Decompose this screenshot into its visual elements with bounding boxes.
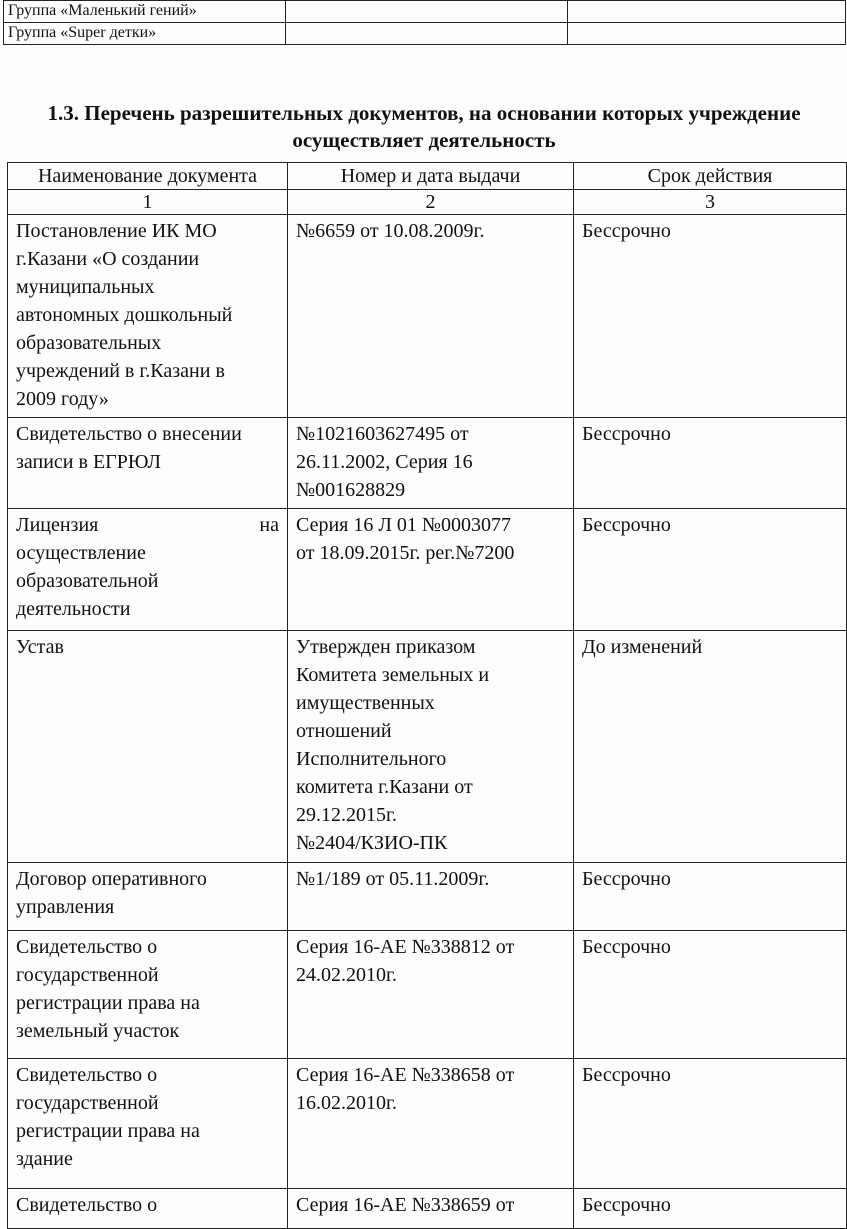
table-row <box>4 23 846 45</box>
document-name-cell <box>8 863 288 931</box>
issue-number-cell-line: отношений <box>296 720 392 742</box>
column-header: Наименование документа <box>8 163 288 190</box>
issue-number-cell-line: 26.11.2002, Серия 16 <box>296 451 473 473</box>
table-cell: Группа «Маленький гений» <box>4 1 286 23</box>
issue-number-cell-line: Комитета земельных и <box>296 664 490 686</box>
document-name-cell <box>8 418 288 509</box>
document-name-cell-line: осуществление <box>16 542 146 564</box>
table-body <box>8 215 847 1229</box>
document-name-cell <box>8 631 288 863</box>
validity-term-cell: Бессрочно <box>574 215 847 418</box>
document-name-cell <box>8 215 288 418</box>
issue-number-cell <box>288 509 574 631</box>
document-name-cell-line: записи в ЕГРЮЛ <box>16 451 161 473</box>
document-name-cell-line: деятельности <box>16 598 131 620</box>
table-row <box>8 1059 847 1189</box>
table-header-row <box>8 163 847 190</box>
heading-line: осуществляет деятельность <box>292 128 556 152</box>
column-header: Номер и дата выдачи <box>288 163 574 190</box>
document-name-cell-line: учреждений в г.Казани в <box>16 360 225 382</box>
issue-number-cell-line: Серия 16-АЕ №338812 от <box>296 936 515 958</box>
document-name-cell-line: образовательной <box>16 570 159 592</box>
table-cell <box>568 23 846 45</box>
word: Лицензия <box>16 514 99 536</box>
issue-number-cell-line: Серия 16-АЕ №338658 от <box>296 1064 515 1086</box>
issue-number-cell-line: №1021603627495 от <box>296 423 469 445</box>
issue-number-cell-line: Исполнительного <box>296 748 447 770</box>
document-name-cell-line: регистрации права на <box>16 992 200 1014</box>
table-row <box>4 1 846 23</box>
issue-number-cell-line: №1/189 от 05.11.2009г. <box>296 868 490 890</box>
issue-number-cell <box>288 863 574 931</box>
document-name-cell-line: автономных дошкольный <box>16 304 233 326</box>
issue-number-cell-line: №6659 от 10.08.2009г. <box>296 220 485 242</box>
document-name-cell-line: Договор оперативного <box>16 868 207 890</box>
issue-number-cell-line: Утвержден приказом <box>296 636 476 658</box>
table-cell <box>568 1 846 23</box>
table-row <box>8 509 847 631</box>
table-row <box>8 1189 847 1229</box>
document-name-cell <box>8 1189 288 1229</box>
document-name-cell-line: здание <box>16 1148 73 1170</box>
document-name-cell-line: образовательных <box>16 332 162 354</box>
issue-number-cell-line: имущественных <box>296 692 435 714</box>
validity-term-cell: До изменений <box>574 631 847 863</box>
document-name-cell-line: Устав <box>16 636 64 658</box>
validity-term-cell: Бессрочно <box>574 1189 847 1229</box>
validity-term-cell: Бессрочно <box>574 418 847 509</box>
issue-number-cell <box>288 215 574 418</box>
issue-number-cell-line: 29.12.2015г. <box>296 804 397 826</box>
validity-term-cell: Бессрочно <box>574 1059 847 1189</box>
table-cell <box>286 1 568 23</box>
document-name-cell-line: земельный участок <box>16 1020 180 1042</box>
issue-number-cell-line: №2404/КЗИО-ПК <box>296 832 448 854</box>
document-name-cell-line: муниципальных <box>16 276 155 298</box>
column-header: Срок действия <box>574 163 847 190</box>
document-name-cell-line <box>16 511 279 539</box>
issue-number-cell-line: Серия 16 Л 01 №0003077 <box>296 514 512 536</box>
document-name-cell-line: Свидетельство о <box>16 1064 158 1086</box>
table-row <box>8 215 847 418</box>
previous-table-fragment <box>3 0 846 45</box>
issue-number-cell-line: комитета г.Казани от <box>296 776 473 798</box>
table-row <box>8 931 847 1059</box>
issue-number-cell-line: 24.02.2010г. <box>296 964 397 986</box>
column-number: 2 <box>288 190 574 215</box>
validity-term-cell: Бессрочно <box>574 509 847 631</box>
column-number: 1 <box>8 190 288 215</box>
documents-table <box>7 162 847 1229</box>
table-row <box>8 631 847 863</box>
column-number-row <box>8 190 847 215</box>
issue-number-cell-line: 16.02.2010г. <box>296 1092 397 1114</box>
document-name-cell <box>8 931 288 1059</box>
word: на <box>259 514 279 536</box>
issue-number-cell <box>288 631 574 863</box>
issue-number-cell-line: от 18.09.2015г. рег.№7200 <box>296 542 515 564</box>
section-heading <box>6 100 842 154</box>
issue-number-cell <box>288 418 574 509</box>
table-cell: Группа «Super детки» <box>4 23 286 45</box>
document-name-cell-line: государственной <box>16 1092 159 1114</box>
document-name-cell-line: 2009 году» <box>16 388 109 410</box>
table-cell <box>286 23 568 45</box>
document-name-cell-line: Свидетельство о внесении <box>16 423 242 445</box>
document-name-cell <box>8 1059 288 1189</box>
validity-term-cell: Бессрочно <box>574 931 847 1059</box>
heading-line: 1.3. Перечень разрешительных документов, на основании которых учреждение <box>47 101 801 125</box>
validity-term-cell: Бессрочно <box>574 863 847 931</box>
document-name-cell-line: управления <box>16 896 115 918</box>
table-row <box>8 418 847 509</box>
column-number: 3 <box>574 190 847 215</box>
document-name-cell-line: Свидетельство о <box>16 1194 158 1216</box>
issue-number-cell <box>288 1189 574 1229</box>
document-name-cell-line: Свидетельство о <box>16 936 158 958</box>
table-row <box>8 863 847 931</box>
document-name-cell-line: государственной <box>16 964 159 986</box>
document-name-cell-line: регистрации права на <box>16 1120 200 1142</box>
issue-number-cell-line: Серия 16-АЕ №338659 от <box>296 1194 515 1216</box>
issue-number-cell-line: №001628829 <box>296 479 406 501</box>
issue-number-cell <box>288 1059 574 1189</box>
document-name-cell-line: г.Казани «О создании <box>16 248 200 270</box>
document-name-cell-line: Постановление ИК МО <box>16 220 217 242</box>
document-name-cell <box>8 509 288 631</box>
issue-number-cell <box>288 931 574 1059</box>
